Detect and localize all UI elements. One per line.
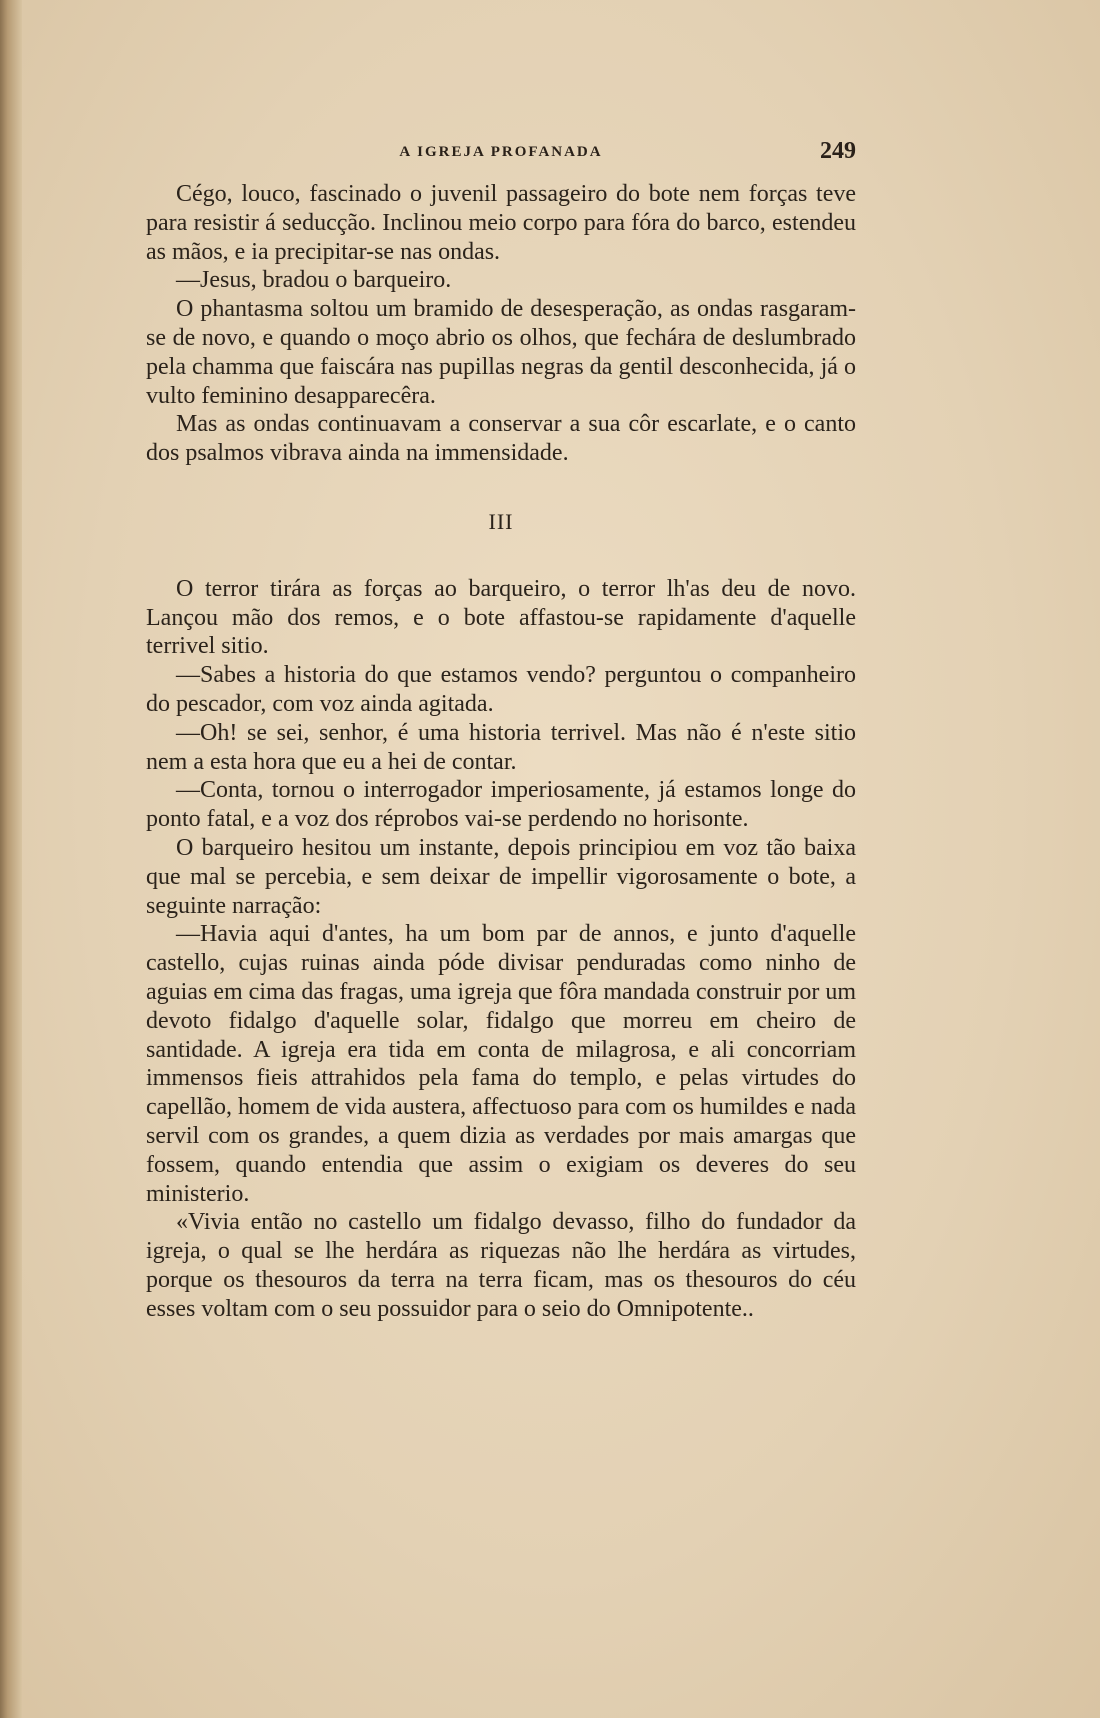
section-number: III	[488, 508, 514, 534]
page-binding-edge	[0, 0, 22, 1718]
paragraph: —Sabes a historia do que estamos vendo? perguntou o companheiro do pescador, com voz ainda agitada.	[146, 662, 856, 717]
paragraph: —Havia aqui d'antes, ha um bom par de annos, e junto d'aquelle castello, cujas ruinas ainda póde divisar penduradas como ninho de aguias em cima das fragas, uma igreja que fôra mandada construir por um devoto fidalgo d'aquelle solar, fidalgo que morreu em cheiro de santidade. A igreja era tida em conta de milagrosa, e ali concorriam immensos fieis attrahidos pela fama do templo, e pelas virtudes do capellão, homem de vida austera, affectuoso para com os humildes e nada servil com os grandes, a quem dizia as verdades por mais amargas que fossem, quando entendia que assim o exigiam os deveres do seu ministerio.	[146, 921, 856, 1207]
paragraph: O phantasma soltou um bramido de desesperação, as ondas rasgaram-se de novo, e quando o moço abrio os olhos, que fechára de deslumbrado pela chamma que faiscára nas pupillas negras da gentil desconhecida, já o vulto feminino desapparecêra.	[146, 296, 856, 409]
paragraph: «Vivia então no castello um fidalgo devasso, filho do fundador da igreja, o qual se lhe herdára as riquezas não lhe herdára as virtudes, porque os thesouros da terra na terra ficam, mas os thesouros do céu esses voltam com o seu possuidor para o seio do Omnipotente..	[146, 1209, 856, 1322]
paragraph: Mas as ondas continuavam a conservar a sua côr escarlate, e o canto dos psalmos vibrava ainda na immensidade.	[146, 411, 856, 467]
paragraph: O barqueiro hesitou um instante, depois principiou em voz tão baixa que mal se percebia, e sem deixar de impellir vigorosamente o bote, a seguinte narração:	[146, 834, 856, 919]
paragraph: —Conta, tornou o interrogador imperiosamente, já estamos longe do ponto fatal, e a voz dos réprobos vai-se perdendo no horisonte.	[146, 777, 856, 833]
page-header	[146, 138, 856, 168]
paragraph: —Oh! se sei, senhor, é uma historia terrivel. Mas não é n'este sitio nem a esta hora que eu a hei de contar.	[146, 719, 856, 775]
paragraph: O terror tirára as forças ao barqueiro, o terror lh'as deu de novo. Lançou mão dos remos, e o bote affastou-se rapidamente d'aquelle terrivel sitio.	[146, 575, 856, 660]
body-text	[146, 180, 856, 1323]
paragraph: —Jesus, bradou o barqueiro.	[176, 267, 452, 294]
paragraph: Cégo, louco, fascinado o juvenil passageiro do bote nem forças teve para resistir á seducção. Inclinou meio corpo para fóra do barco, estendeu as mãos, e ia precipitar-se nas ondas.	[146, 181, 856, 265]
page-number: 249	[820, 138, 856, 164]
running-head: A IGREJA PROFANADA	[399, 144, 603, 160]
